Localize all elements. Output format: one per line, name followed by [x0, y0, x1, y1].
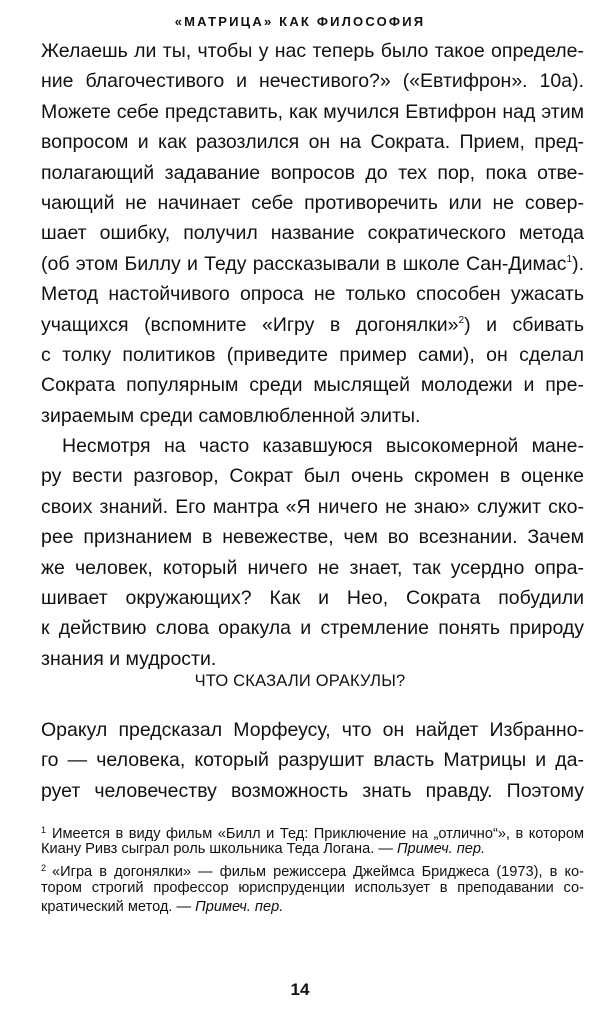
- text-line: шивает окружающих? Как и Нео, Сократа побудили: [41, 586, 584, 609]
- running-head: «МАТРИЦА» КАК ФИЛОСОФИЯ: [174, 14, 426, 29]
- text-line: ру вести разговор, Сократ был очень скромен в оценке: [41, 465, 584, 488]
- text-line: знания и мудрости.: [41, 647, 217, 670]
- text-span: «Игра в догонялки» — фильм режиссера Джеймса Бриджеса (1973), в ко-: [52, 864, 584, 881]
- text-line: Метод настойчивого опроса не только способен ужасать: [41, 283, 584, 306]
- text-line: го — человека, который разрушит власть Матрицы и да-: [41, 749, 584, 772]
- text-span: ) и сбивать: [464, 313, 584, 336]
- footnote-1-line: [41, 821, 584, 840]
- footnote-mark-1: 1: [41, 825, 47, 835]
- text-line: зираемым среди самовлюбленной элиты.: [41, 404, 421, 427]
- text-line: полагающий задавание вопросов до тех пор, пока отве-: [41, 161, 584, 184]
- footnote-ref-1[interactable]: 1: [566, 253, 573, 265]
- paragraph-2: [41, 431, 584, 674]
- page-number: 14: [290, 980, 310, 999]
- text-span: учащихся (вспомните «Игру в догонялки»: [41, 313, 459, 336]
- footnote-2-line: тором строгий профессор юриспруденции использует в преподавании со-: [41, 879, 584, 896]
- text-line: Оракул предсказал Морфеусу, что он найдет Избранно-: [41, 719, 584, 741]
- text-line: шает ошибку, получил название сократического метода: [41, 222, 584, 245]
- footnote-2-line: [41, 898, 584, 917]
- text-span: (об этом Биллу и Теду рассказывали в школе Сан-Димас: [41, 252, 567, 275]
- text-line: Сократа популярным среди мыслящей молодежи и пре-: [41, 374, 584, 397]
- footnote-ref-2[interactable]: 2: [458, 314, 465, 326]
- text-line: чающий не начинает себе противоречить или не совер-: [41, 191, 584, 214]
- footnote-1-line: [41, 840, 584, 859]
- footnote-mark-2: 2: [41, 863, 47, 874]
- footnote-2-line: [41, 859, 584, 881]
- text-line: [41, 249, 584, 279]
- text-line: Можете себе представить, как мучился Евтифрон над этим: [41, 100, 584, 123]
- text-line: Несмотря на часто казавшуюся высокомерной мане-: [62, 435, 584, 457]
- text-line: рее признанием в невежестве, чем во всезнании. Зачем: [41, 526, 584, 549]
- text-line: вопросом и как разозлился он на Сократа. Прием, пред-: [41, 131, 584, 154]
- paragraph-1: [41, 36, 584, 431]
- text-line: своих знаний. Его мантра «Я ничего не знаю» служит ско-: [41, 495, 584, 518]
- text-line: с толку политиков (приведите пример сами), он сделал: [41, 343, 584, 366]
- translator-note: Примеч. пер.: [195, 898, 284, 915]
- text-line: же человек, который ничего не знает, так усердно опра-: [41, 556, 584, 579]
- footnotes: [41, 821, 584, 917]
- text-line: к действию слова оракула и стремление понять природу: [41, 617, 584, 640]
- text-span: Имеется в виду фильм «Билл и Тед: Приключение на „отлично“», в котором: [52, 826, 584, 842]
- text-line: [41, 310, 584, 340]
- text-line: ние благочестивого и нечестивого?» («Евтифрон». 10а).: [41, 70, 584, 93]
- text-line: Желаешь ли ты, чтобы у нас теперь было такое определе-: [41, 40, 584, 62]
- paragraph-3: [41, 715, 584, 806]
- text-span: ).: [572, 252, 584, 275]
- text-span: Киану Ривз сыграл роль школьника Теда Логана. —: [41, 841, 397, 858]
- section-heading: ЧТО СКАЗАЛИ ОРАКУЛЫ?: [194, 672, 406, 690]
- text-line: рует человечеству возможность знать правду. Поэтому: [41, 779, 584, 802]
- text-span: кратический метод. —: [41, 898, 196, 915]
- translator-note: Примеч. пер.: [396, 841, 486, 858]
